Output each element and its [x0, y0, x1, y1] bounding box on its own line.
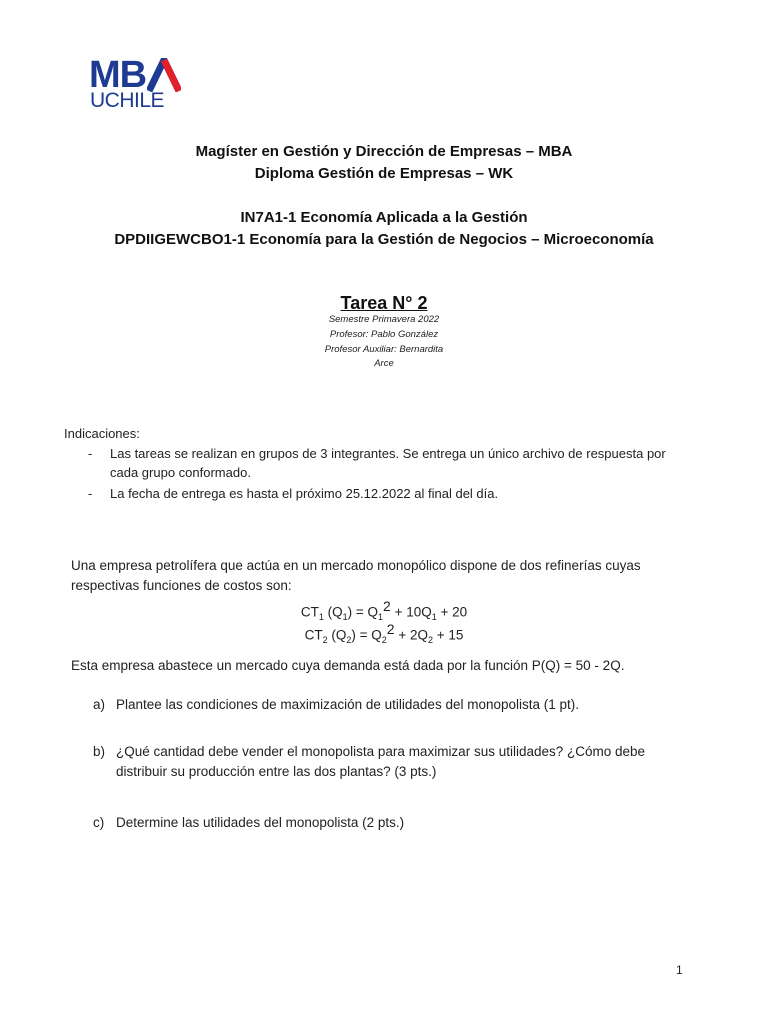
bullet-dash: -: [88, 446, 93, 461]
instructions-label: Indicaciones:: [64, 426, 140, 441]
list-item: [88, 484, 688, 503]
eq-text: + 10Q: [390, 604, 432, 620]
question-b: [93, 742, 673, 782]
eq-text: CT: [304, 627, 323, 643]
question-text-line1: ¿Qué cantidad debe vender el monopolista para maximizar sus utilidades? ¿Cómo debe: [116, 744, 646, 759]
professor-text: Profesor: Pablo González: [329, 329, 439, 340]
eq-subscript: 1: [378, 612, 384, 623]
eq-text: + 15: [433, 627, 464, 643]
header-course: IN7A1-1 Economía Aplicada a la Gestión: [240, 209, 528, 226]
eq-subscript: 1: [342, 612, 348, 623]
list-item: [88, 444, 688, 482]
problem-intro-line1: Una empresa petrolífera que actúa en un mercado monopólico dispone de dos refinerías cuyas: [71, 558, 641, 573]
question-text: Determine las utilidades del monopolista (2 pts.): [116, 815, 405, 830]
logo-mba-text: MB: [89, 54, 147, 96]
eq-exponent: 2: [383, 598, 391, 614]
eq-text: (Q: [327, 627, 347, 643]
eq-exponent: 2: [386, 621, 395, 637]
eq-text: + 20: [436, 604, 468, 620]
instruction-text: Las tareas se realizan en grupos de 3 integrantes. Se entrega un único archivo de respuesta por cada grupo conformado.: [110, 446, 666, 480]
eq-text: (Q: [323, 604, 343, 620]
eq-subscript: 2: [322, 635, 328, 646]
instruction-text: La fecha de entrega es hasta el próximo 25.12.2022 al final del día.: [110, 486, 499, 501]
cost-equation-2: [0, 619, 768, 650]
header-program: Magíster en Gestión y Dirección de Empresas – MBA: [195, 143, 573, 160]
eq-text: ) = Q: [351, 627, 382, 643]
question-letter: b): [93, 744, 106, 759]
bullet-dash: -: [88, 486, 93, 501]
problem-intro: [71, 556, 671, 596]
question-text-line2: distribuir su producción entre las dos plantas? (3 pts.): [116, 764, 437, 779]
eq-subscript: 2: [427, 635, 433, 646]
question-a: [93, 695, 673, 715]
assistant-text: Profesor Auxiliar: Bernardita: [324, 344, 444, 355]
eq-subscript: 1: [318, 612, 324, 623]
header-course-code: DPDIIGEWCBO1-1 Economía para la Gestión de Negocios – Microeconomía: [114, 231, 654, 248]
semester-text: Semestre Primavera 2022: [328, 314, 440, 325]
question-letter: c): [93, 815, 105, 830]
eq-subscript: 2: [381, 635, 387, 646]
eq-text: + 2Q: [394, 627, 428, 643]
eq-text: ) = Q: [347, 604, 379, 620]
question-letter: a): [93, 697, 106, 712]
demand-statement: Esta empresa abastece un mercado cuya demanda está dada por la función P(Q) = 50 - 2Q.: [71, 658, 625, 673]
instructions-list: [88, 444, 688, 505]
question-c: [93, 813, 673, 833]
header-diploma: Diploma Gestión de Empresas – WK: [254, 165, 514, 182]
eq-subscript: 1: [431, 612, 437, 623]
page-title: Tarea N° 2: [340, 293, 428, 313]
assistant-text-cont: Arce: [374, 358, 394, 369]
mba-uchile-logo: [89, 56, 189, 112]
eq-text: CT: [300, 604, 319, 620]
problem-intro-line2: respectivas funciones de costos son:: [71, 578, 292, 593]
page-number: 1: [676, 963, 683, 977]
logo-a-mark: [147, 58, 181, 92]
logo-uchile-text: UCHILE: [90, 89, 165, 112]
question-text: Plantee las condiciones de maximización de utilidades del monopolista (1 pt).: [116, 697, 580, 712]
eq-subscript: 2: [346, 635, 352, 646]
